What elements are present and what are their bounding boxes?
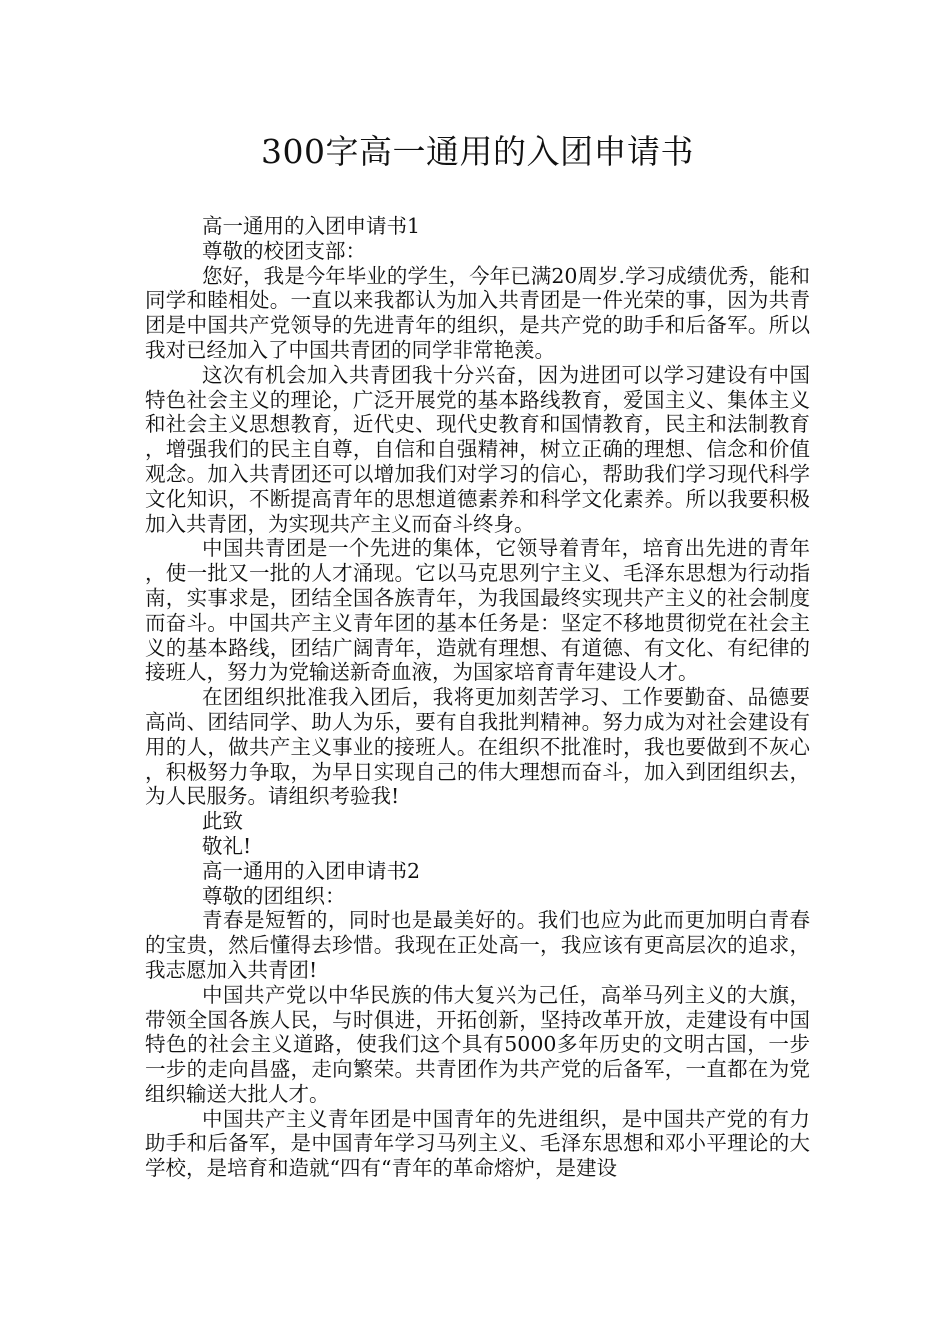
closing-salute: 敬礼!	[202, 833, 252, 858]
closing-line: 此致	[202, 809, 243, 834]
document-title: 300字高一通用的入团申请书	[261, 132, 694, 171]
salutation-1: 尊敬的校团支部：	[202, 238, 366, 263]
document-body	[145, 214, 810, 1181]
letter-heading-2: 高一通用的入团申请书2	[202, 858, 421, 883]
body-paragraph: 在团组织批准我入团后，我将更加刻苦学习、工作要勤奋、品德要高尚、团结同学、助人为乐，要有自我批判精神。努力成为对社会建设有用的人，做共产主义事业的接班人。在组织不批准时，我也要做到不灰心，积极努力争取，为早日实现自己的伟大理想而奋斗，加入到团组织去，为人民服务。请组织考验我!	[145, 685, 810, 809]
body-paragraph: 中国共产党以中华民族的伟大复兴为己任，高举马列主义的大旗，带领全国各族人民，与时俱进，开拓创新，坚持改革开放，走建设有中国特色的社会主义道路，使我们这个具有5000多年历史的文明古国，一步一步的走向昌盛，走向繁荣。共青团作为共产党的后备军，一直都在为党组织输送大批人才。	[145, 982, 810, 1106]
letter-heading-1: 高一通用的入团申请书1	[202, 214, 421, 238]
document-page	[145, 128, 810, 1181]
salutation-2: 尊敬的团组织：	[202, 883, 346, 908]
body-paragraph: 您好，我是今年毕业的学生，今年已满20周岁.学习成绩优秀，能和同学和睦相处。一直以来我都认为加入共青团是一件光荣的事，因为共青团是中国共产党领导的先进青年的组织，是共产党的助手和后备军。所以我对已经加入了中国共青团的同学非常艳羡。	[145, 263, 810, 362]
body-paragraph: 中国共青团是一个先进的集体，它领导着青年，培育出先进的青年，使一批又一批的人才涌现。它以马克思列宁主义、毛泽东思想为行动指南，实事求是，团结全国各族青年，为我国最终实现共产主义的社会制度而奋斗。中国共产主义青年团的基本任务是：坚定不移地贯彻党在社会主义的基本路线，团结广阔青年，造就有理想、有道德、有文化、有纪律的接班人，努力为党输送新奇血液，为国家培育青年建设人才。	[145, 536, 810, 685]
body-paragraph: 青春是短暂的，同时也是最美好的。我们也应为此而更加明白青春的宝贵，然后懂得去珍惜。我现在正处高一，我应该有更高层次的追求，我志愿加入共青团!	[145, 908, 810, 982]
body-paragraph: 这次有机会加入共青团我十分兴奋，因为进团可以学习建设有中国特色社会主义的理论，广泛开展党的基本路线教育，爱国主义、集体主义和社会主义思想教育，近代史、现代史教育和国情教育，民主和法制教育，增强我们的民主自尊，自信和自强精神，树立正确的理想、信念和价值观念。加入共青团还可以增加我们对学习的信心，帮助我们学习现代科学文化知识，不断提高青年的思想道德素养和科学文化素养。所以我要积极加入共青团，为实现共产主义而奋斗终身。	[145, 362, 810, 536]
body-paragraph: 中国共产主义青年团是中国青年的先进组织，是中国共产党的有力助手和后备军，是中国青年学习马列主义、毛泽东思想和邓小平理论的大学校，是培育和造就“四有“青年的革命熔炉，是建设	[145, 1106, 810, 1181]
